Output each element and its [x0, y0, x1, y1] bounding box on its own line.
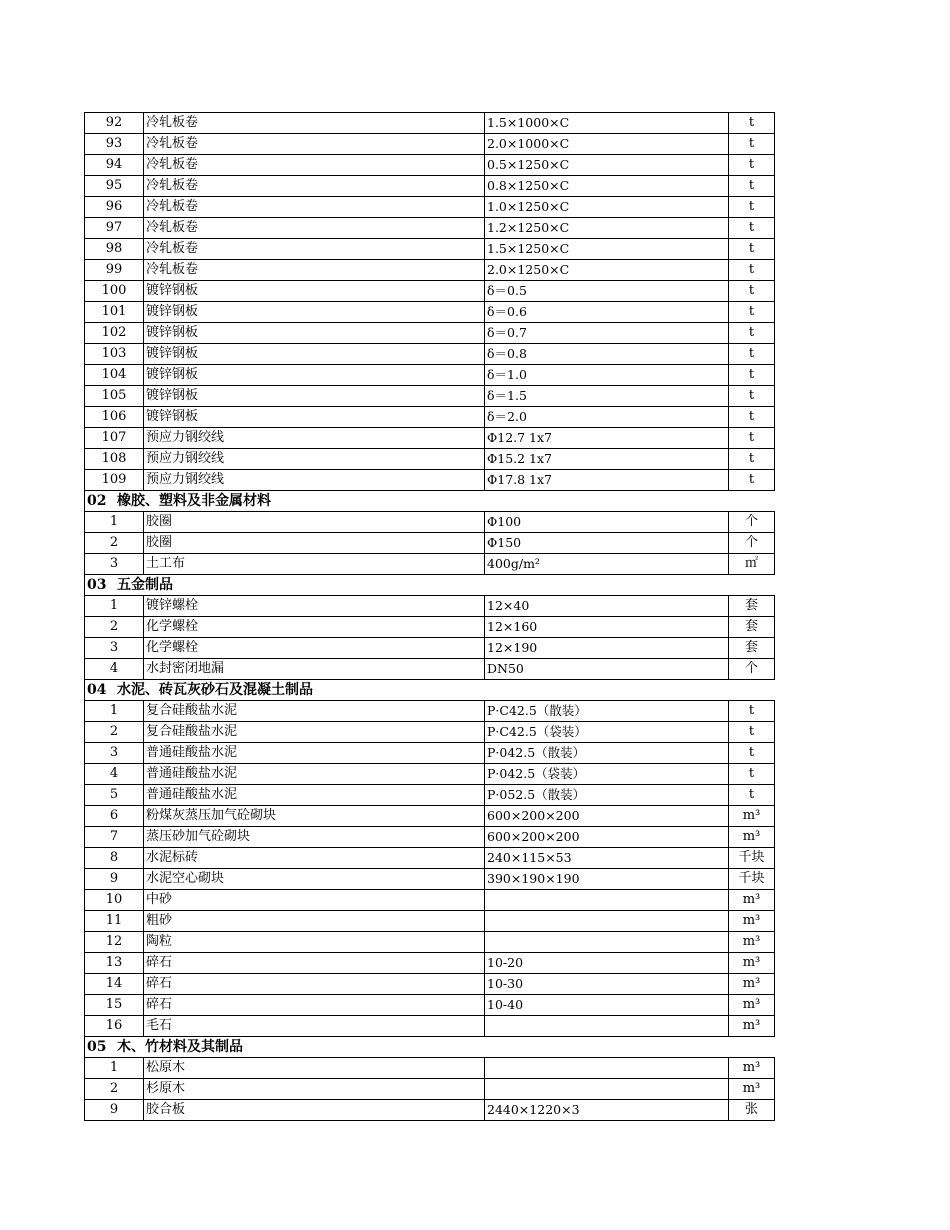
item-number-cell: 107	[85, 428, 144, 449]
section-header-cell	[85, 1037, 775, 1058]
unit-cell: 千块	[729, 848, 775, 869]
item-number-cell: 14	[85, 974, 144, 995]
table-row	[85, 869, 775, 890]
materials-table-body	[85, 113, 775, 1121]
unit-cell: t	[729, 323, 775, 344]
unit-cell: t	[729, 764, 775, 785]
material-name-cell: 冷轧板卷	[144, 239, 485, 260]
specification-cell: P·C42.5（散装）	[485, 701, 729, 722]
unit-cell: t	[729, 302, 775, 323]
unit-cell: t	[729, 176, 775, 197]
item-number-cell: 3	[85, 638, 144, 659]
unit-cell: t	[729, 701, 775, 722]
specification-cell: 10-20	[485, 953, 729, 974]
material-name-cell: 镀锌钢板	[144, 281, 485, 302]
specification-cell: 600×200×200	[485, 827, 729, 848]
item-number-cell: 7	[85, 827, 144, 848]
item-number-cell: 8	[85, 848, 144, 869]
section-title: 木、竹材料及其制品	[117, 1039, 243, 1055]
material-name-cell: 碎石	[144, 995, 485, 1016]
unit-cell: 千块	[729, 869, 775, 890]
section-header	[85, 491, 775, 512]
material-name-cell: 松原木	[144, 1058, 485, 1079]
section-title: 橡胶、塑料及非金属材料	[117, 493, 271, 509]
unit-cell: t	[729, 785, 775, 806]
specification-cell: 0.8×1250×C	[485, 176, 729, 197]
material-name-cell: 预应力钢绞线	[144, 428, 485, 449]
specification-cell: Φ150	[485, 533, 729, 554]
specification-cell: 0.5×1250×C	[485, 155, 729, 176]
specification-cell: δ＝0.5	[485, 281, 729, 302]
specification-cell: 600×200×200	[485, 806, 729, 827]
item-number-cell: 9	[85, 1100, 144, 1121]
item-number-cell: 105	[85, 386, 144, 407]
unit-cell: m³	[729, 806, 775, 827]
material-name-cell: 陶粒	[144, 932, 485, 953]
item-number-cell: 2	[85, 533, 144, 554]
unit-cell: t	[729, 155, 775, 176]
material-name-cell: 镀锌钢板	[144, 386, 485, 407]
unit-cell: ㎡	[729, 554, 775, 575]
table-row	[85, 554, 775, 575]
material-name-cell: 冷轧板卷	[144, 197, 485, 218]
material-name-cell: 镀锌钢板	[144, 365, 485, 386]
material-name-cell: 冷轧板卷	[144, 155, 485, 176]
specification-cell: Φ12.7 1x7	[485, 428, 729, 449]
unit-cell: t	[729, 743, 775, 764]
item-number-cell: 106	[85, 407, 144, 428]
table-row	[85, 743, 775, 764]
material-name-cell: 化学螺栓	[144, 638, 485, 659]
material-name-cell: 水泥空心砌块	[144, 869, 485, 890]
materials-table	[84, 112, 775, 1121]
unit-cell: t	[729, 281, 775, 302]
unit-cell: m³	[729, 932, 775, 953]
material-name-cell: 普通硅酸盐水泥	[144, 743, 485, 764]
material-name-cell: 冷轧板卷	[144, 113, 485, 134]
item-number-cell: 3	[85, 554, 144, 575]
item-number-cell: 93	[85, 134, 144, 155]
material-name-cell: 普通硅酸盐水泥	[144, 764, 485, 785]
table-row	[85, 512, 775, 533]
section-code: 04	[87, 682, 107, 698]
table-row	[85, 134, 775, 155]
material-name-cell: 预应力钢绞线	[144, 449, 485, 470]
specification-cell: 2440×1220×3	[485, 1100, 729, 1121]
unit-cell: t	[729, 407, 775, 428]
specification-cell: Φ17.8 1x7	[485, 470, 729, 491]
item-number-cell: 5	[85, 785, 144, 806]
specification-cell: δ＝1.5	[485, 386, 729, 407]
specification-cell: δ＝1.0	[485, 365, 729, 386]
item-number-cell: 1	[85, 1058, 144, 1079]
table-row	[85, 785, 775, 806]
specification-cell: Φ100	[485, 512, 729, 533]
unit-cell: 套	[729, 596, 775, 617]
material-name-cell: 镀锌钢板	[144, 323, 485, 344]
unit-cell: t	[729, 197, 775, 218]
section-header-cell	[85, 575, 775, 596]
unit-cell: t	[729, 722, 775, 743]
table-row	[85, 911, 775, 932]
section-header-cell	[85, 491, 775, 512]
specification-cell: 2.0×1000×C	[485, 134, 729, 155]
material-name-cell: 镀锌钢板	[144, 407, 485, 428]
item-number-cell: 101	[85, 302, 144, 323]
table-row	[85, 995, 775, 1016]
material-name-cell: 镀锌钢板	[144, 302, 485, 323]
specification-cell	[485, 1079, 729, 1100]
specification-cell: δ＝2.0	[485, 407, 729, 428]
unit-cell: t	[729, 260, 775, 281]
table-row	[85, 113, 775, 134]
specification-cell: P·042.5（袋装）	[485, 764, 729, 785]
item-number-cell: 12	[85, 932, 144, 953]
table-row	[85, 806, 775, 827]
table-row	[85, 890, 775, 911]
section-header	[85, 1037, 775, 1058]
item-number-cell: 15	[85, 995, 144, 1016]
material-name-cell: 镀锌钢板	[144, 344, 485, 365]
unit-cell: m³	[729, 1058, 775, 1079]
table-row	[85, 281, 775, 302]
unit-cell: t	[729, 428, 775, 449]
table-row	[85, 848, 775, 869]
unit-cell: m³	[729, 1079, 775, 1100]
item-number-cell: 103	[85, 344, 144, 365]
material-name-cell: 冷轧板卷	[144, 218, 485, 239]
item-number-cell: 4	[85, 764, 144, 785]
item-number-cell: 2	[85, 1079, 144, 1100]
material-name-cell: 胶合板	[144, 1100, 485, 1121]
item-number-cell: 4	[85, 659, 144, 680]
unit-cell: t	[729, 386, 775, 407]
section-title: 五金制品	[117, 577, 173, 593]
specification-cell: P·042.5（散装）	[485, 743, 729, 764]
specification-cell: 12×190	[485, 638, 729, 659]
material-name-cell: 冷轧板卷	[144, 260, 485, 281]
unit-cell: t	[729, 449, 775, 470]
item-number-cell: 96	[85, 197, 144, 218]
specification-cell: 10-30	[485, 974, 729, 995]
specification-cell: 10-40	[485, 995, 729, 1016]
table-row	[85, 323, 775, 344]
unit-cell: t	[729, 239, 775, 260]
item-number-cell: 104	[85, 365, 144, 386]
section-header	[85, 680, 775, 701]
unit-cell: m³	[729, 890, 775, 911]
specification-cell: 400g/m²	[485, 554, 729, 575]
material-name-cell: 胶圈	[144, 512, 485, 533]
unit-cell: 个	[729, 533, 775, 554]
item-number-cell: 97	[85, 218, 144, 239]
specification-cell	[485, 911, 729, 932]
specification-cell: δ＝0.8	[485, 344, 729, 365]
section-code: 05	[87, 1039, 107, 1055]
table-row	[85, 239, 775, 260]
item-number-cell: 11	[85, 911, 144, 932]
section-code: 03	[87, 577, 107, 593]
material-name-cell: 复合硅酸盐水泥	[144, 701, 485, 722]
unit-cell: m³	[729, 911, 775, 932]
specification-cell: δ＝0.6	[485, 302, 729, 323]
item-number-cell: 1	[85, 701, 144, 722]
table-row	[85, 617, 775, 638]
item-number-cell: 10	[85, 890, 144, 911]
specification-cell: 390×190×190	[485, 869, 729, 890]
unit-cell: m³	[729, 995, 775, 1016]
table-row	[85, 470, 775, 491]
unit-cell: t	[729, 365, 775, 386]
specification-cell: DN50	[485, 659, 729, 680]
unit-cell: t	[729, 134, 775, 155]
specification-cell: P·052.5（散装）	[485, 785, 729, 806]
item-number-cell: 1	[85, 596, 144, 617]
item-number-cell: 109	[85, 470, 144, 491]
material-name-cell: 冷轧板卷	[144, 134, 485, 155]
item-number-cell: 1	[85, 512, 144, 533]
table-row	[85, 407, 775, 428]
table-row	[85, 1058, 775, 1079]
table-row	[85, 344, 775, 365]
unit-cell: 张	[729, 1100, 775, 1121]
item-number-cell: 99	[85, 260, 144, 281]
item-number-cell: 108	[85, 449, 144, 470]
specification-cell: P·C42.5（袋装）	[485, 722, 729, 743]
specification-cell: δ＝0.7	[485, 323, 729, 344]
material-name-cell: 土工布	[144, 554, 485, 575]
material-name-cell: 杉原木	[144, 1079, 485, 1100]
unit-cell: t	[729, 344, 775, 365]
table-row	[85, 449, 775, 470]
table-row	[85, 155, 775, 176]
table-row	[85, 218, 775, 239]
specification-cell: 1.0×1250×C	[485, 197, 729, 218]
table-row	[85, 932, 775, 953]
unit-cell: t	[729, 113, 775, 134]
table-row	[85, 302, 775, 323]
item-number-cell: 94	[85, 155, 144, 176]
material-name-cell: 普通硅酸盐水泥	[144, 785, 485, 806]
unit-cell: m³	[729, 827, 775, 848]
item-number-cell: 98	[85, 239, 144, 260]
specification-cell: 1.5×1000×C	[485, 113, 729, 134]
material-name-cell: 碎石	[144, 974, 485, 995]
material-name-cell: 预应力钢绞线	[144, 470, 485, 491]
table-row	[85, 176, 775, 197]
material-name-cell: 水泥标砖	[144, 848, 485, 869]
table-row	[85, 638, 775, 659]
unit-cell: 个	[729, 659, 775, 680]
table-row	[85, 827, 775, 848]
material-name-cell: 水封密闭地漏	[144, 659, 485, 680]
section-title: 水泥、砖瓦灰砂石及混凝土制品	[117, 682, 313, 698]
material-name-cell: 毛石	[144, 1016, 485, 1037]
table-row	[85, 722, 775, 743]
specification-cell: 12×40	[485, 596, 729, 617]
item-number-cell: 6	[85, 806, 144, 827]
specification-cell: 12×160	[485, 617, 729, 638]
item-number-cell: 2	[85, 617, 144, 638]
table-row	[85, 764, 775, 785]
material-name-cell: 冷轧板卷	[144, 176, 485, 197]
item-number-cell: 9	[85, 869, 144, 890]
material-name-cell: 胶圈	[144, 533, 485, 554]
unit-cell: 个	[729, 512, 775, 533]
unit-cell: 套	[729, 638, 775, 659]
material-name-cell: 粉煤灰蒸压加气砼砌块	[144, 806, 485, 827]
item-number-cell: 3	[85, 743, 144, 764]
item-number-cell: 92	[85, 113, 144, 134]
specification-cell: Φ15.2 1x7	[485, 449, 729, 470]
unit-cell: t	[729, 218, 775, 239]
table-row	[85, 428, 775, 449]
table-row	[85, 596, 775, 617]
item-number-cell: 2	[85, 722, 144, 743]
section-code: 02	[87, 493, 107, 509]
material-name-cell: 粗砂	[144, 911, 485, 932]
specification-cell: 1.2×1250×C	[485, 218, 729, 239]
material-name-cell: 化学螺栓	[144, 617, 485, 638]
table-row	[85, 1079, 775, 1100]
table-row	[85, 701, 775, 722]
table-row	[85, 260, 775, 281]
specification-cell	[485, 932, 729, 953]
material-name-cell: 中砂	[144, 890, 485, 911]
section-header	[85, 575, 775, 596]
specification-cell: 1.5×1250×C	[485, 239, 729, 260]
table-row	[85, 1016, 775, 1037]
material-name-cell: 蒸压砂加气砼砌块	[144, 827, 485, 848]
specification-cell: 2.0×1250×C	[485, 260, 729, 281]
specification-cell	[485, 1058, 729, 1079]
unit-cell: m³	[729, 1016, 775, 1037]
table-row	[85, 386, 775, 407]
table-row	[85, 533, 775, 554]
unit-cell: 套	[729, 617, 775, 638]
item-number-cell: 100	[85, 281, 144, 302]
specification-cell	[485, 890, 729, 911]
item-number-cell: 13	[85, 953, 144, 974]
material-name-cell: 碎石	[144, 953, 485, 974]
table-row	[85, 1100, 775, 1121]
item-number-cell: 102	[85, 323, 144, 344]
material-name-cell: 镀锌螺栓	[144, 596, 485, 617]
item-number-cell: 95	[85, 176, 144, 197]
table-row	[85, 197, 775, 218]
table-row	[85, 953, 775, 974]
specification-cell: 240×115×53	[485, 848, 729, 869]
table-row	[85, 974, 775, 995]
unit-cell: m³	[729, 953, 775, 974]
item-number-cell: 16	[85, 1016, 144, 1037]
section-header-cell	[85, 680, 775, 701]
table-row	[85, 365, 775, 386]
table-row	[85, 659, 775, 680]
unit-cell: t	[729, 470, 775, 491]
unit-cell: m³	[729, 974, 775, 995]
specification-cell	[485, 1016, 729, 1037]
material-name-cell: 复合硅酸盐水泥	[144, 722, 485, 743]
